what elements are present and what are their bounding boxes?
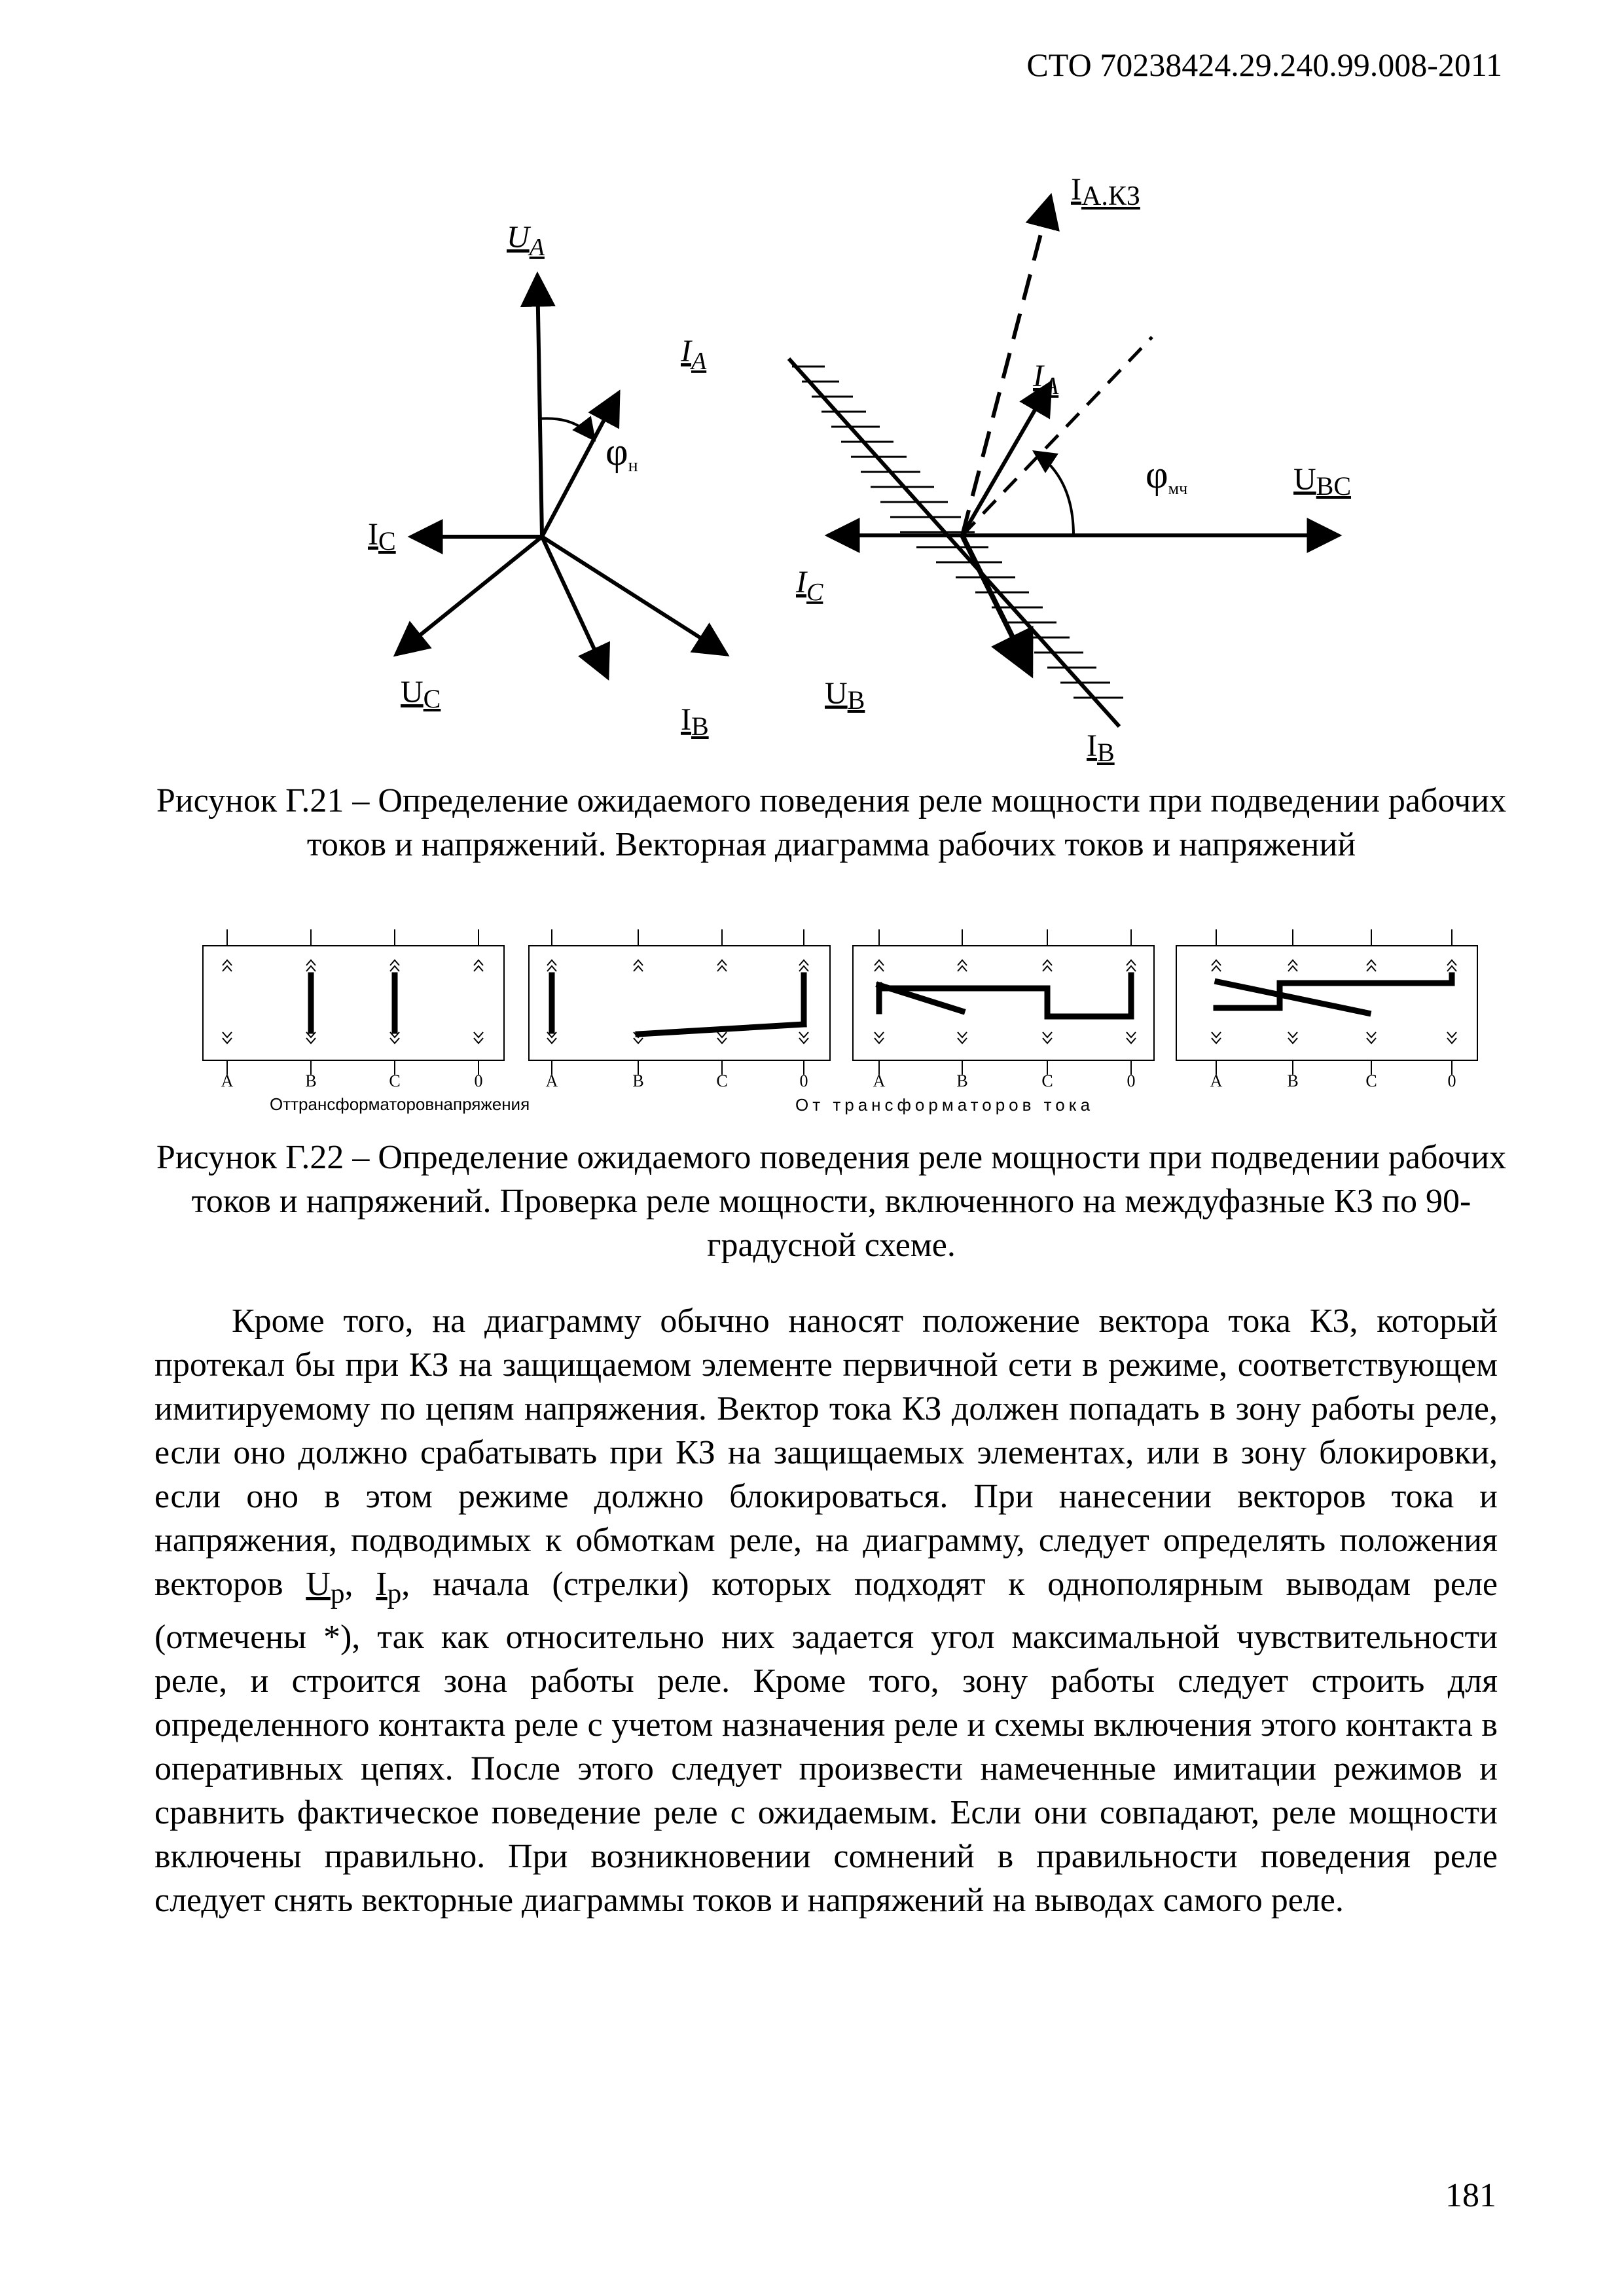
max-sensitivity-line (962, 337, 1152, 535)
terminal-contact-mark (306, 960, 316, 971)
svg-text:C: C (1041, 1071, 1053, 1090)
terminal-contact-mark (1043, 1032, 1052, 1043)
uc-vector (396, 537, 542, 655)
terminal-contact-mark (306, 1032, 316, 1043)
terminal-contact-mark (1127, 1032, 1136, 1043)
figure-22-caption: Рисунок Г.22 – Определение ожидаемого поведения реле мощности при подведении рабочих токов и напряжений. Проверка реле мощности, включенного на междуфазные КЗ по 90-градусной схеме. (156, 1139, 1507, 1264)
terminal-contact-mark (1447, 960, 1456, 971)
svg-text:0: 0 (1127, 1071, 1136, 1090)
label-voltage-transformers: Оттрансформаторовнапряжения (270, 1094, 530, 1114)
terminal-contact-mark (474, 960, 483, 971)
terminal-block-2 (529, 946, 830, 1060)
right-diagram-labels (680, 172, 1351, 767)
terminal-contact-mark (1367, 960, 1376, 971)
label-ib-right: IB (1087, 728, 1115, 767)
terminal-contact-mark (1212, 1032, 1221, 1043)
ua-vector (537, 275, 542, 537)
label-phi-n: $\varphi_н$ (605, 430, 638, 476)
svg-text:B: B (305, 1071, 317, 1090)
terminal-block-3 (853, 946, 1154, 1060)
right-vector-diagram (789, 196, 1339, 726)
terminal-contact-mark (1288, 1032, 1297, 1043)
terminal-contact-mark (634, 960, 643, 971)
svg-text:0: 0 (799, 1071, 808, 1090)
svg-text:C: C (389, 1071, 401, 1090)
terminal-contact-mark (717, 960, 727, 971)
terminal-contact-mark (547, 960, 556, 971)
body-text (154, 1299, 1498, 1922)
label-ubc: UBC (1293, 462, 1352, 501)
label-ib: IB (681, 702, 709, 741)
terminal-contact-mark (1447, 1032, 1456, 1043)
terminal-blocks-figure (190, 910, 1479, 1119)
svg-text:B: B (632, 1071, 644, 1090)
terminal-contact-mark (799, 1032, 808, 1043)
svg-text:A: A (1210, 1071, 1223, 1090)
label-ic: IC (368, 517, 396, 556)
label-current-transformers: От трансформаторов тока (795, 1095, 1094, 1115)
svg-text:C: C (1365, 1071, 1377, 1090)
zone-boundary-line (789, 359, 1119, 726)
body-paragraph: Кроме того, на диаграмму обычно наносят положение вектора тока КЗ, который протекал бы при КЗ на защищаемом элементе первичной сети в режиме, соответствующем имитируемому по цепям напряжения. Вектор тока КЗ должен попадать в зону работы реле, если оно должно срабатывать при КЗ на защищаемых элементах, или в зону блокировки, если оно в этом режиме должно блокироваться. При нанесении векторов тока и напряжения, подводимых к обмоткам реле, на диаграмму, следует определять положения векторов $U_р$, $I_р$, начала (стрелки) которых подходят к однополярным выводам реле (отмечены *), так как относительно них задается угол максимальной чувствительности реле, и строится зона работы реле. Кроме того, зону работы следует строить для определенного контакта реле с учетом назначения реле и схемы включения этого контакта в оперативных цепях. После этого следует произвести намеченные имитации режимов и сравнить фактическое поведение реле с ожидаемым. Если они совпадают, реле мощности включены правильно. При возникновении сомнений в правильности поведения реле следует снять векторные диаграммы токов и напряжений на выводах самого реле. (154, 1302, 1498, 1920)
figure-21-caption: Рисунок Г.21 – Определение ожидаемого поведения реле мощности при подведении рабочих токов и напряжений. Векторная диаграмма рабочих токов и напряжений (156, 782, 1507, 863)
phi-n-arc (538, 418, 594, 440)
label-uc: UC (401, 675, 441, 713)
terminal-contact-mark (799, 960, 808, 971)
label-ic-right: $I_C$ (796, 565, 823, 606)
svg-text:A: A (221, 1071, 234, 1090)
label-ua: $U_A$ (507, 220, 545, 261)
svg-text:B: B (1287, 1071, 1299, 1090)
svg-text:A: A (873, 1071, 886, 1090)
svg-text:A: A (545, 1071, 558, 1090)
page-number: 181 (1445, 2177, 1496, 2214)
terminal-contact-mark (1043, 960, 1052, 971)
svg-text:B: B (956, 1071, 968, 1090)
left-vector-diagram (396, 275, 727, 677)
label-ia-kz: IА.КЗ (1071, 172, 1140, 211)
terminal-contact-mark (390, 1032, 399, 1043)
label-phi-mch: $\varphi_{мч}$ (1146, 453, 1188, 498)
terminal-contact-mark (547, 1032, 556, 1043)
ub-vector (962, 535, 1031, 674)
svg-text:0: 0 (474, 1071, 483, 1090)
terminal-contact-mark (223, 1032, 232, 1043)
terminal-contact-mark (958, 960, 967, 971)
svg-text:C: C (716, 1071, 728, 1090)
terminal-contact-mark (717, 1032, 727, 1043)
vector-diagram-figure (327, 164, 1401, 779)
terminal-letters (221, 1071, 1456, 1090)
terminal-contact-mark (1367, 1032, 1376, 1043)
terminal-block-1 (203, 946, 504, 1060)
terminal-contact-mark (390, 960, 399, 971)
phi-mch-arc (1034, 452, 1074, 535)
document-code: СТО 70238424.29.240.99.008-2011 (1026, 46, 1502, 83)
label-ia-top: $I_A$ (681, 334, 707, 375)
jumpers (311, 975, 1452, 1034)
terminal-contact-mark (223, 960, 232, 971)
terminal-contact-mark (875, 960, 884, 971)
terminal-contact-mark (1212, 960, 1221, 971)
terminal-contact-mark (1127, 960, 1136, 971)
terminal-contact-mark (474, 1032, 483, 1043)
terminal-contacts (223, 929, 1456, 1075)
svg-text:0: 0 (1447, 1071, 1456, 1090)
label-ub: UB (825, 676, 865, 715)
terminal-contact-mark (875, 1032, 884, 1043)
terminal-contact-mark (1288, 960, 1297, 971)
terminal-contact-mark (958, 1032, 967, 1043)
label-ia-mid: $I_A$ (1033, 359, 1059, 400)
